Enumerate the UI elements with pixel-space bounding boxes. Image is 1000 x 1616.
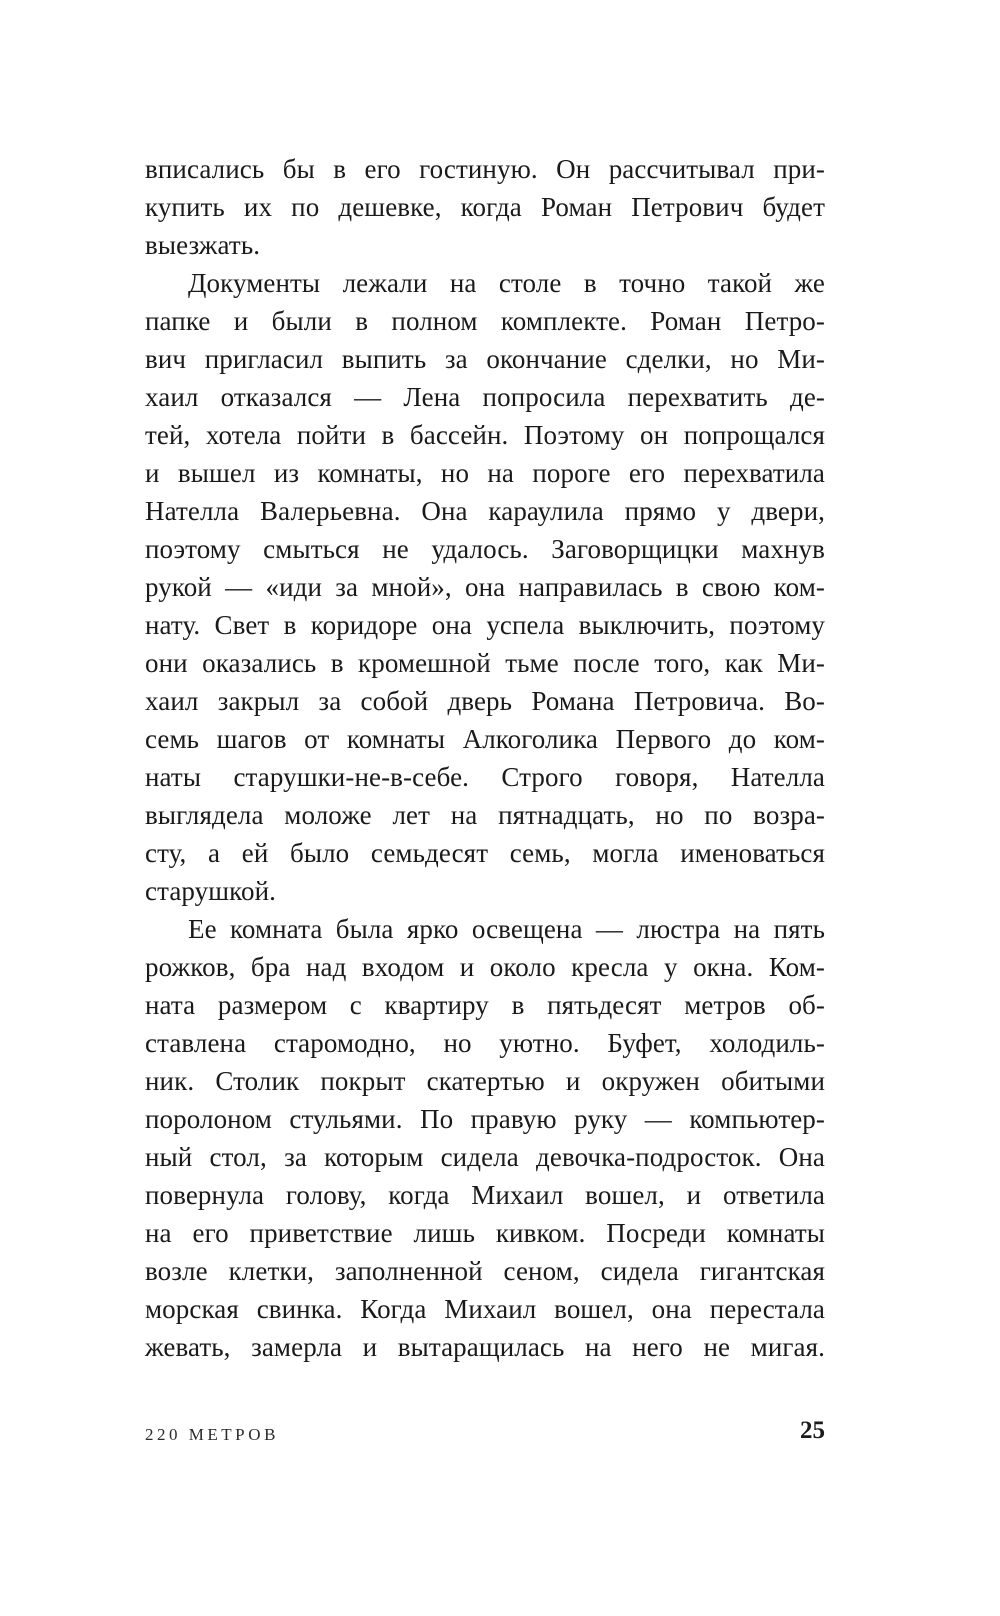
text-line: и вышел из комнаты, но на пороге его перехватила xyxy=(145,458,825,488)
paragraph-1 xyxy=(145,150,825,264)
text-line: купить их по дешевке, когда Роман Петрович будет xyxy=(145,192,825,222)
text-line: хаил отказался — Лена попросила перехватить де- xyxy=(145,382,825,412)
text-line: выглядела моложе лет на пятнадцать, но по возра- xyxy=(145,800,825,830)
text-line: рожков, бра над входом и около кресла у окна. Ком- xyxy=(145,952,825,982)
text-line: хаил закрыл за собой дверь Романа Петровича. Во- xyxy=(145,686,825,716)
paragraph-3 xyxy=(145,910,825,1366)
text-line: выезжать. xyxy=(145,230,261,260)
text-line: Ее комната была ярко освещена — люстра на пять xyxy=(188,914,825,944)
running-title: 220 МЕТРОВ xyxy=(145,1425,279,1444)
text-line: Нателла Валерьевна. Она караулила прямо у двери, xyxy=(145,496,825,526)
text-line: ник. Столик покрыт скатертью и окружен обитыми xyxy=(145,1066,825,1096)
page-footer xyxy=(145,1417,825,1457)
text-line: на его приветствие лишь кивком. Посреди комнаты xyxy=(145,1218,825,1248)
text-line: морская свинка. Когда Михаил вошел, она перестала xyxy=(145,1294,825,1324)
text-line: вписались бы в его гостиную. Он рассчитывал при- xyxy=(145,154,825,184)
text-line: семь шагов от комнаты Алкоголика Первого до ком- xyxy=(145,724,825,754)
page-number: 25 xyxy=(800,1417,825,1444)
text-line: тей, хотела пойти в бассейн. Поэтому он попрощался xyxy=(145,420,825,450)
text-line: поэтому смыться не удалось. Заговорщицки махнув xyxy=(145,534,825,564)
text-line: папке и были в полном комплекте. Роман Петро- xyxy=(145,306,825,336)
text-line: они оказались в кромешной тьме после того, как Ми- xyxy=(145,648,825,678)
text-line: наты старушки-не-в-себе. Строго говоря, Нателла xyxy=(145,762,825,792)
text-line: Документы лежали на столе в точно такой же xyxy=(188,268,825,298)
text-line: поролоном стульями. По правую руку — компьютер- xyxy=(145,1104,825,1134)
paragraph-2 xyxy=(145,264,825,910)
text-line: сту, а ей было семьдесят семь, могла именоваться xyxy=(145,838,825,868)
text-line: ный стол, за которым сидела девочка-подросток. Она xyxy=(145,1142,825,1172)
page-body xyxy=(145,150,825,1366)
text-line: повернула голову, когда Михаил вошел, и ответила xyxy=(145,1180,825,1210)
text-line: нату. Свет в коридоре она успела выключить, поэтому xyxy=(145,610,825,640)
text-line: возле клетки, заполненной сеном, сидела гигантская xyxy=(145,1256,825,1286)
text-line: рукой — «иди за мной», она направилась в свою ком- xyxy=(145,572,825,602)
text-line: вич пригласил выпить за окончание сделки, но Ми- xyxy=(145,344,825,374)
text-line: ната размером с квартиру в пятьдесят метров об- xyxy=(145,990,825,1020)
text-line: старушкой. xyxy=(145,876,276,906)
text-line: жевать, замерла и вытаращилась на него не мигая. xyxy=(145,1332,825,1362)
text-line: ставлена старомодно, но уютно. Буфет, холодиль- xyxy=(145,1028,825,1058)
